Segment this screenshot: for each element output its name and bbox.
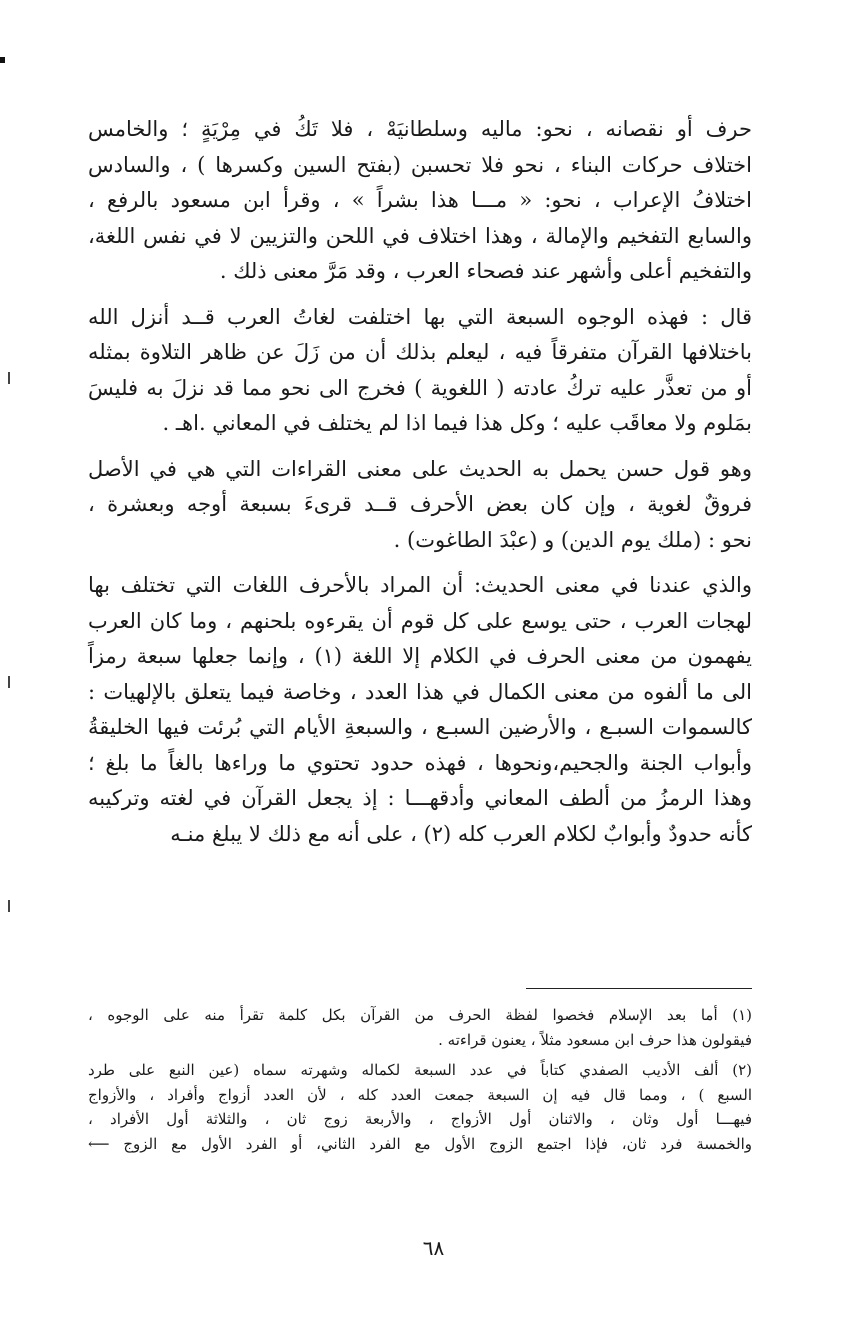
paragraph (88, 300, 752, 442)
footnote-list (88, 1003, 752, 1156)
text-line: يفهمون من معنى الحرف في الكلام إلا اللغة (١) ، وإنما جعلها سبعة رمزاً (88, 644, 753, 668)
footnote-divider (526, 988, 752, 989)
text-line: نحو : (ملك يوم الدين) و (عبْدَ الطاغوت) . (393, 527, 752, 552)
text-line: الى ما ألفوه من معنى الكمال في هذا العدد ، وخاصة فيما يتعلق بالإلهيات : (88, 679, 752, 704)
text-line: وهو قول حسن يحمل به الحديث على معنى القراءات التي هي في الأصل (88, 456, 752, 481)
text-line: وأبواب الجنة والجحيم،ونحوها ، فهذه حدود تحتوي ما وراءها بالغاً ما بلغ ؛ (88, 750, 752, 775)
text-line: قال : فهذه الوجوه السبعة التي بها اختلفت لغاتُ العرب قــد أنزل الله (88, 304, 752, 329)
footnote-line: والخمسة فرد ثان، فإذا اجتمع الزوج الأول مع الفرد الثاني، أو الفرد الأول مع الزوج ⟵ (88, 1134, 752, 1153)
main-text (88, 112, 752, 862)
scan-edge-mark (0, 57, 5, 63)
margin-tick (8, 900, 10, 912)
text-line: والسابع التفخيم والإمالة ، وهذا اختلاف في اللحن والتزيين لا في نفس اللغة، (88, 223, 752, 248)
footnote-line: (٢) ألف الأديب الصفدي كتاباً في عدد السبعة لكماله وشهرته سماه (عين النبع على طرد (88, 1061, 752, 1079)
text-line: فروقٌ لغوية ، وإن كان بعض الأحرف قــد قرىءَ بسبعة أوجه وبعشرة ، (88, 492, 752, 516)
text-line: كأنه حدودٌ وأبوابٌ لكلام العرب كله (٢) ، على أنه مع ذلك لا يبلغ منـه (170, 821, 752, 846)
text-line: باختلافها القرآن متفرقاً فيه ، ليعلم بذلك أن من زَلَ عن ظاهر التلاوة بمثله (88, 340, 752, 364)
footnote (88, 1003, 752, 1052)
footnote-line: فيقولون هذا حرف ابن مسعود مثلاً ، يعنون قراءته . (438, 1030, 752, 1049)
text-line: والذي عندنا في معنى الحديث: أن المراد بالأحرف اللغات التي تختلف بها (88, 573, 752, 597)
text-line: اختلاف حركات البناء ، نحو فلا تحسبن (بفتح السين وكسرها ) ، والسادس (88, 152, 752, 177)
text-line: والتفخيم أعلى وأشهر عند فصحاء العرب ، وقد مَرَّ معنى ذلك . (219, 259, 752, 283)
footnote-line: السبع ) ، ومما قال فيه إن السبعة جمعت العدد كله ، لأن العدد أزواج وأفراد ، والأزواج (88, 1085, 752, 1104)
margin-tick (8, 676, 10, 688)
paragraph (88, 112, 752, 290)
footnotes-section (88, 988, 752, 1162)
text-line: حرف أو نقصانه ، نحو: ماليه وسلطانيَهْ ، فلا تَكُ في مِرْيَةٍ ؛ والخامس (88, 117, 752, 141)
footnote-line: فيهـــا أول وثان ، والاثنان أول الأزواج ، والأربعة زوج ثان ، والثلاثة أول الأفراد ، (88, 1110, 752, 1128)
text-line: لهجات العرب ، حتى يوسع على كل قوم أن يقرءوه بلحنهم ، وما كان العرب (88, 608, 752, 633)
text-line: بمَلوم ولا معاقَب عليه ؛ وكل هذا فيما اذا لم يختلف في المعاني .اهـ . (162, 411, 752, 435)
paragraph (88, 568, 752, 852)
footnote-line: (١) أما بعد الإسلام فخصوا لفظة الحرف من القرآن بكل كلمة تقرأ منه على الوجوه ، (88, 1006, 752, 1024)
footnote (88, 1058, 752, 1156)
text-line: وهذا الرمزُ من ألطف المعاني وأدقهـــا : إذ يجعل القرآن في لغته وتركيبه (88, 786, 752, 810)
text-line: اختلافُ الإعراب ، نحو: « مـــا هذا بشراً » ، وقرأ ابن مسعود بالرفع ، (88, 188, 752, 212)
paragraph (88, 452, 752, 559)
text-line: كالسموات السبـع ، والأرضين السبـع ، والسبعةِ الأيام التي بُرئت فيها الخليقةُ (88, 715, 752, 739)
margin-tick (8, 372, 10, 384)
text-line: أو من تعذَّر عليه تركُ عادته ( اللغوية ) فخرج الى نحو مما قد نزلَ به فليسَ (88, 375, 752, 400)
page-number: ٦٨ (422, 1236, 445, 1260)
